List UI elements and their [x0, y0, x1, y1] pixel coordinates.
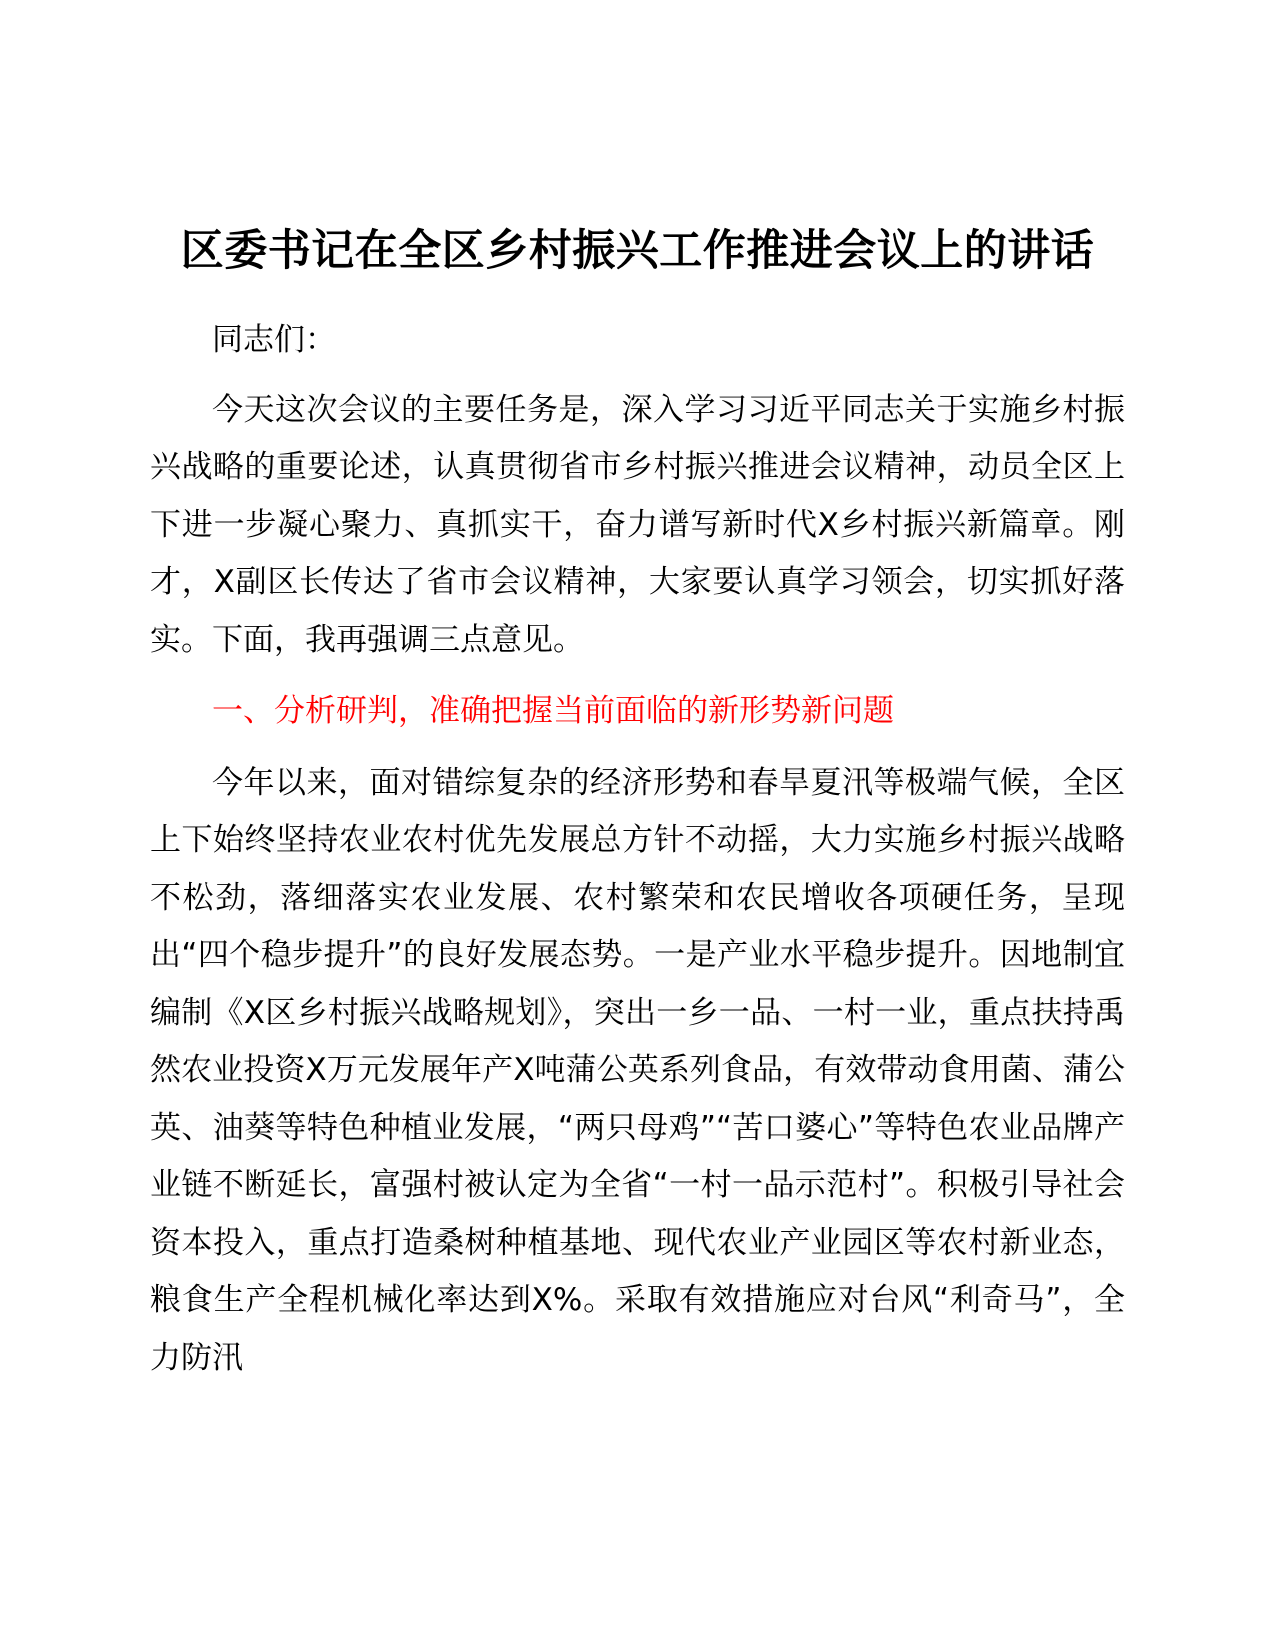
document-body: [150, 218, 1125, 1387]
document-title: 区委书记在全区乡村振兴工作推进会议上的讲话: [180, 226, 1095, 276]
paragraph-intro: 今天这次会议的主要任务是，深入学习习近平同志关于实施乡村振兴战略的重要论述，认真贯彻省市乡村振兴推进会议精神，动员全区上下进一步凝心聚力、真抓实干，奋力谱写新时代X乡村振兴新篇章。刚才，X副区长传达了省市会议精神，大家要认真学习领会，切实抓好落实。下面，我再强调三点意见。: [150, 391, 1125, 658]
paragraph-situation: 今年以来，面对错综复杂的经济形势和春旱夏汛等极端气候，全区上下始终坚持农业农村优先发展总方针不动摇，大力实施乡村振兴战略不松劲，落细落实农业发展、农村繁荣和农民增收各项硬任务，呈现出“四个稳步提升”的良好发展态势。一是产业水平稳步提升。因地制宜编制《X区乡村振兴战略规划》，突出一乡一品、一村一业，重点扶持禹然农业投资X万元发展年产X吨蒲公英系列食品，有效带动食用菌、蒲公英、油葵等特色种植业发展，“两只母鸡”“苦口婆心”等特色农业品牌产业链不断延长，富强村被认定为全省“一村一品示范村”。积极引导社会资本投入，重点打造桑树种植基地、现代农业产业园区等农村新业态，粮食生产全程机械化率达到X%。采取有效措施应对台风“利奇马”，全力防汛: [150, 764, 1125, 1376]
section-heading: 一、分析研判，准确把握当前面临的新形势新问题: [212, 693, 894, 729]
salutation: 同志们：: [212, 322, 336, 358]
